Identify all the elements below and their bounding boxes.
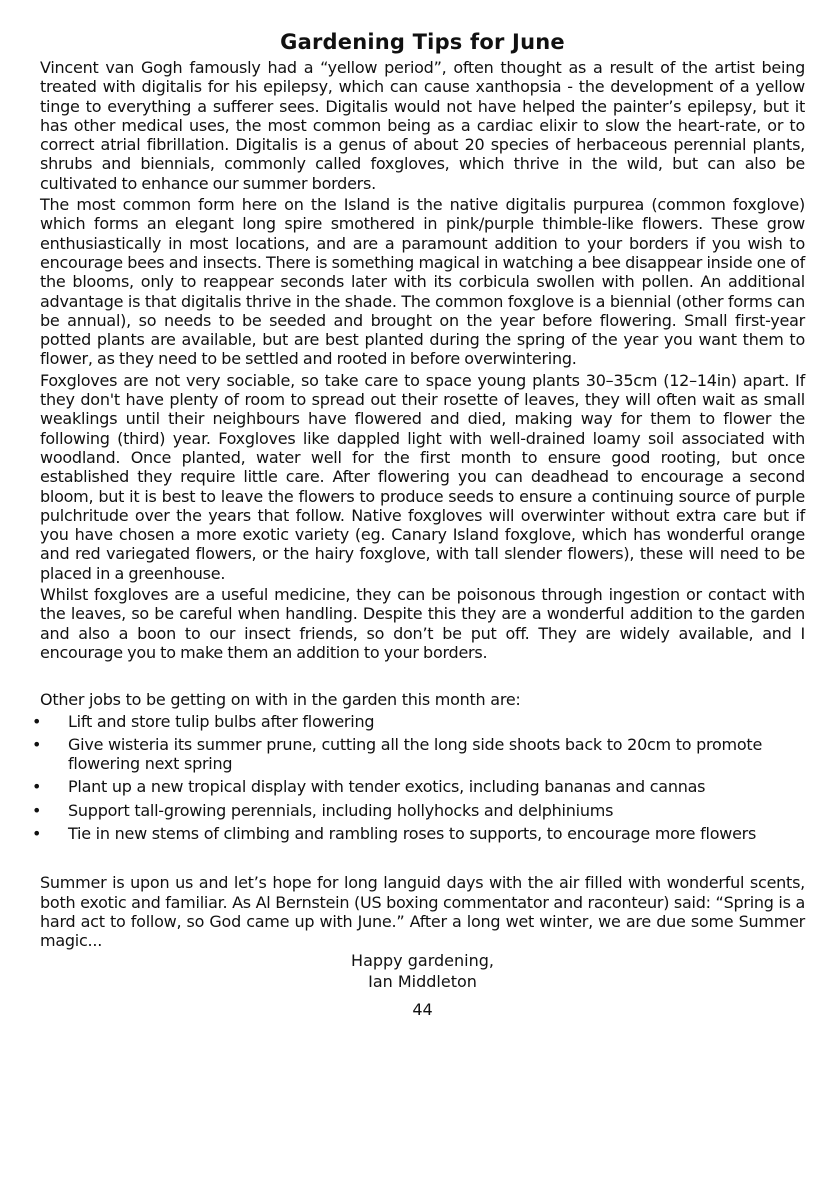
page-number: 44 bbox=[412, 1000, 433, 1020]
article bbox=[32, 30, 805, 1020]
paragraph-spacing: Foxgloves are not very sociable, so take care to space young plants 30–35cm (12–14in) apart. If they don't have plenty of room to spread out their rosette of leaves, they will often wait as small weaklings until their neighbours have flowered and died, making way for them to flower the following (third) year. Foxgloves like dappled light with well-drained loamy soil associated with woodland. Once planted, water well for the first month to ensure good rooting, but once established they require little care. After flowering you can deadhead to encourage a second bloom, but it is best to leave the flowers to produce seeds to ensure a continuing source of purple pulchritude over the years that follow. Native foxgloves will overwinter without extra care but if you have chosen a more exotic variety (eg. Canary Island foxglove, which has wonderful orange and red variegated flowers, or the hairy foxglove, with tall slender flowers), these will need to be placed in a greenhouse. bbox=[40, 370, 805, 583]
bullet-icon: • bbox=[32, 823, 42, 843]
list-item-text: Give wisteria its summer prune, cutting all the long side shoots back to 20cm to promote flowering next spring bbox=[68, 734, 763, 774]
paragraph-poison-warning: Whilst foxgloves are a useful medicine, they can be poisonous through ingestion or contact with the leaves, so be careful when handling. Despite this they are a wonderful addition to the garden and also a boon to our insect friends, so don’t be put off. They are widely available, and I encourage you to make them an addition to your borders. bbox=[40, 585, 805, 662]
list-item bbox=[32, 711, 805, 731]
bullet-icon: • bbox=[32, 777, 42, 797]
list-item bbox=[32, 800, 805, 820]
bullet-icon: • bbox=[32, 734, 42, 754]
paragraph-common-form: The most common form here on the Island is the native digitalis purpurea (common foxglove) which forms an elegant long spire smothered in pink/purple thimble-like flowers. These grow enthusiastically in most locations, and are a paramount addition to your borders if you wish to encourage bees and insects. There is something magical in watching a bee disappear inside one of the blooms, only to reappear seconds later with its corbicula swollen with pollen. An additional advantage is that digitalis thrive in the shade. The common foxglove is a biennial (other forms can be annual), so needs to be seeded and brought on the year before flowering. Small first-year potted plants are available, but are best planted during the spring of the year you want them to flower, as they need to be settled and rooted in before overwintering. bbox=[40, 195, 805, 369]
jobs-list bbox=[32, 711, 805, 844]
list-item bbox=[32, 777, 805, 797]
bullet-icon: • bbox=[32, 711, 42, 731]
list-item-text: Lift and store tulip bulbs after flowering bbox=[68, 711, 375, 731]
list-item-text: Support tall-growing perennials, including hollyhocks and delphiniums bbox=[68, 800, 614, 820]
list-item-text: Plant up a new tropical display with tender exotics, including bananas and cannas bbox=[68, 777, 706, 797]
bullet-icon: • bbox=[32, 800, 42, 820]
article-title: Gardening Tips for June bbox=[280, 30, 565, 54]
jobs-intro: Other jobs to be getting on with in the garden this month are: bbox=[40, 690, 521, 710]
author-name: Ian Middleton bbox=[368, 972, 477, 992]
list-item bbox=[32, 734, 805, 774]
list-item bbox=[32, 823, 805, 843]
list-item-text: Tie in new stems of climbing and rambling roses to supports, to encourage more flowers bbox=[68, 823, 757, 843]
signoff: Happy gardening, bbox=[351, 951, 494, 971]
closing-paragraph: Summer is upon us and let’s hope for long languid days with the air filled with wonderful scents, both exotic and familiar. As Al Bernstein (US boxing commentator and raconteur) said: “Spring is a hard act to follow, so God came up with June.” After a long wet winter, we are due some Summer magic... bbox=[40, 873, 805, 951]
paragraph-van-gogh: Vincent van Gogh famously had a “yellow period”, often thought as a result of the artist being treated with digitalis for his epilepsy, which can cause xanthopsia - the development of a yellow tinge to everything a sufferer sees. Digitalis would not have helped the painter’s epilepsy, but it has other medical uses, the most common being as a cardiac elixir to slow the heart-rate, or to correct atrial fibrillation. Digitalis is a genus of about 20 species of herbaceous perennial plants, shrubs and biennials, commonly called foxgloves, which thrive in the wild, but can also be cultivated to enhance our summer borders. bbox=[40, 58, 805, 193]
